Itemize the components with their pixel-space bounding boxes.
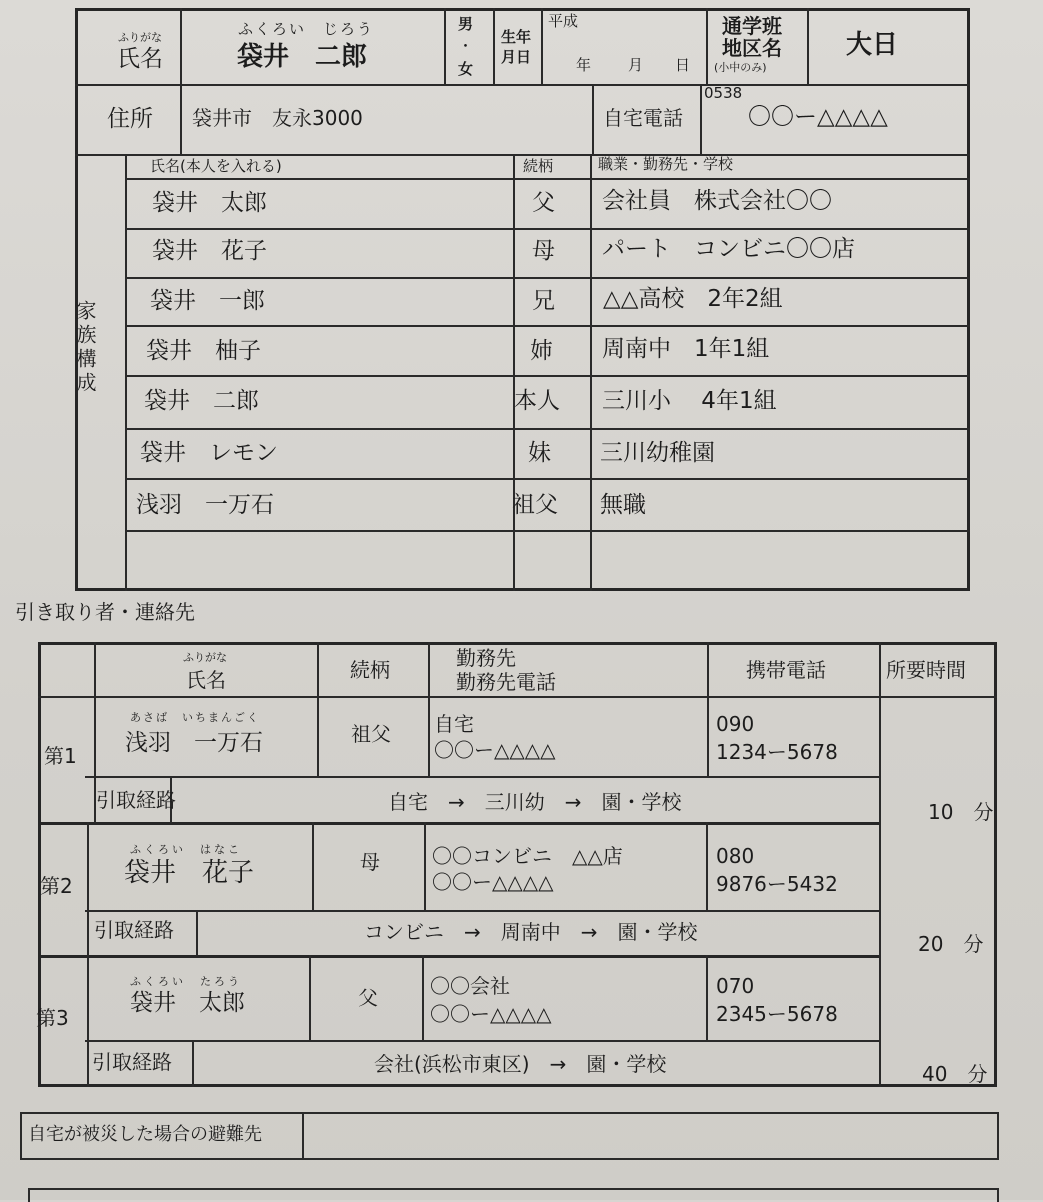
pickup-mobile-number: 1234ー5678	[716, 740, 838, 764]
pickup-travel-time: 40 分	[922, 1062, 988, 1086]
district-value: 大日	[846, 30, 899, 60]
pickup-col-relation: 続柄	[350, 658, 390, 682]
pickup-work-phone: 〇〇ー△△△△	[430, 1002, 552, 1026]
sex-separator: ・	[458, 37, 474, 55]
name-label: 氏名	[117, 46, 163, 72]
pickup-mobile-prefix: 070	[716, 974, 755, 998]
pickup-name: 袋井 花子	[124, 858, 255, 888]
pickup-col-work-phone: 勤務先電話	[456, 670, 556, 694]
birth-year-unit: 年	[576, 56, 592, 74]
sex-male: 男	[458, 15, 474, 33]
pickup-order: 第1	[44, 744, 77, 768]
family-col-relation: 続柄	[523, 157, 554, 175]
family-member-job: 三川幼稚園	[600, 440, 715, 466]
district-label-2: 地区名	[722, 36, 782, 60]
family-member-relation: 母	[532, 238, 555, 264]
pickup-route: 自宅 → 三川幼 → 園・学校	[388, 790, 682, 814]
evacuation-label: 自宅が被災した場合の避難先	[28, 1124, 262, 1145]
sex-female: 女	[458, 60, 474, 78]
pickup-name: 袋井 太郎	[130, 990, 245, 1016]
pickup-name-furigana: ふくろい たろう	[130, 975, 242, 988]
pickup-route-label: 引取経路	[96, 788, 176, 812]
birth-era: 平成	[548, 12, 579, 30]
family-member-relation: 姉	[530, 338, 553, 364]
student-name-furigana: ふくろい じろう	[238, 20, 375, 38]
family-member-name: 袋井 太郎	[152, 190, 267, 216]
student-name: 袋井 二郎	[237, 42, 368, 72]
pickup-work-phone: 〇〇ー△△△△	[432, 870, 554, 894]
family-section-label: 家族構成	[73, 300, 97, 396]
family-member-name: 浅羽 一万石	[136, 492, 274, 518]
name-furigana-label: ふりがな	[118, 31, 162, 44]
family-member-relation: 本人	[514, 388, 560, 414]
address-value: 袋井市 友永3000	[192, 106, 363, 130]
pickup-route: コンビニ → 周南中 → 園・学校	[364, 920, 698, 944]
pickup-order: 第2	[40, 874, 73, 898]
district-note: (小中のみ)	[714, 61, 767, 74]
home-phone-value: 〇〇ー△△△△	[748, 104, 888, 130]
pickup-col-furigana: ふりがな	[183, 651, 227, 664]
family-member-name: 袋井 一郎	[150, 288, 265, 314]
family-member-job: パート コンビニ〇〇店	[602, 236, 855, 262]
pickup-order: 第3	[36, 1006, 69, 1030]
family-member-relation: 兄	[532, 288, 555, 314]
pickup-relation: 母	[360, 850, 380, 874]
pickup-col-name: 氏名	[186, 668, 226, 692]
family-member-name: 袋井 二郎	[144, 388, 259, 414]
family-member-job: 会社員 株式会社〇〇	[602, 188, 832, 214]
pickup-name-furigana: ふくろい はなこ	[130, 843, 242, 856]
pickup-col-time: 所要時間	[886, 658, 966, 682]
birth-label-1: 生年	[501, 28, 532, 46]
family-member-name: 袋井 柚子	[146, 338, 261, 364]
pickup-work-phone: 〇〇ー△△△△	[434, 738, 556, 762]
address-label: 住所	[107, 106, 153, 132]
pickup-route-label: 引取経路	[94, 918, 174, 942]
family-member-relation: 祖父	[512, 492, 558, 518]
family-member-job: △△高校 2年2組	[603, 286, 783, 312]
pickup-col-mobile: 携帯電話	[746, 658, 826, 682]
pickup-name: 浅羽 一万石	[125, 730, 263, 756]
home-phone-label: 自宅電話	[603, 106, 683, 130]
family-member-relation: 妹	[528, 440, 551, 466]
birth-label-2: 月日	[501, 48, 532, 66]
pickup-section-title: 引き取り者・連絡先	[15, 600, 195, 624]
district-label-1: 通学班	[722, 14, 782, 38]
pickup-col-work: 勤務先	[456, 646, 516, 670]
pickup-relation: 父	[358, 986, 378, 1010]
family-col-job: 職業・勤務先・学校	[598, 155, 734, 173]
pickup-mobile-number: 2345ー5678	[716, 1002, 838, 1026]
pickup-relation: 祖父	[351, 722, 391, 746]
family-member-job: 周南中 1年1組	[602, 336, 770, 362]
pickup-name-furigana: あさば いちまんごく	[130, 711, 260, 724]
pickup-mobile-prefix: 090	[716, 712, 755, 736]
pickup-travel-time: 10 分	[928, 800, 994, 824]
family-member-job: 無職	[600, 492, 646, 518]
pickup-route: 会社(浜松市東区) → 園・学校	[374, 1052, 667, 1076]
family-member-job: 三川小 4年1組	[602, 388, 777, 414]
pickup-work: 自宅	[434, 712, 474, 736]
birth-day-unit: 日	[675, 56, 691, 74]
pickup-mobile-prefix: 080	[716, 844, 755, 868]
family-member-name: 袋井 花子	[152, 238, 267, 264]
birth-month-unit: 月	[628, 56, 644, 74]
family-col-name: 氏名(本人を入れる)	[150, 157, 282, 175]
pickup-route-label: 引取経路	[92, 1050, 172, 1074]
home-phone-area: 0538	[704, 84, 743, 102]
pickup-mobile-number: 9876ー5432	[716, 872, 838, 896]
family-member-relation: 父	[532, 190, 555, 216]
pickup-travel-time: 20 分	[918, 932, 984, 956]
pickup-work: 〇〇会社	[430, 974, 510, 998]
pickup-work: 〇〇コンビニ △△店	[432, 844, 623, 868]
family-member-name: 袋井 レモン	[140, 440, 278, 466]
